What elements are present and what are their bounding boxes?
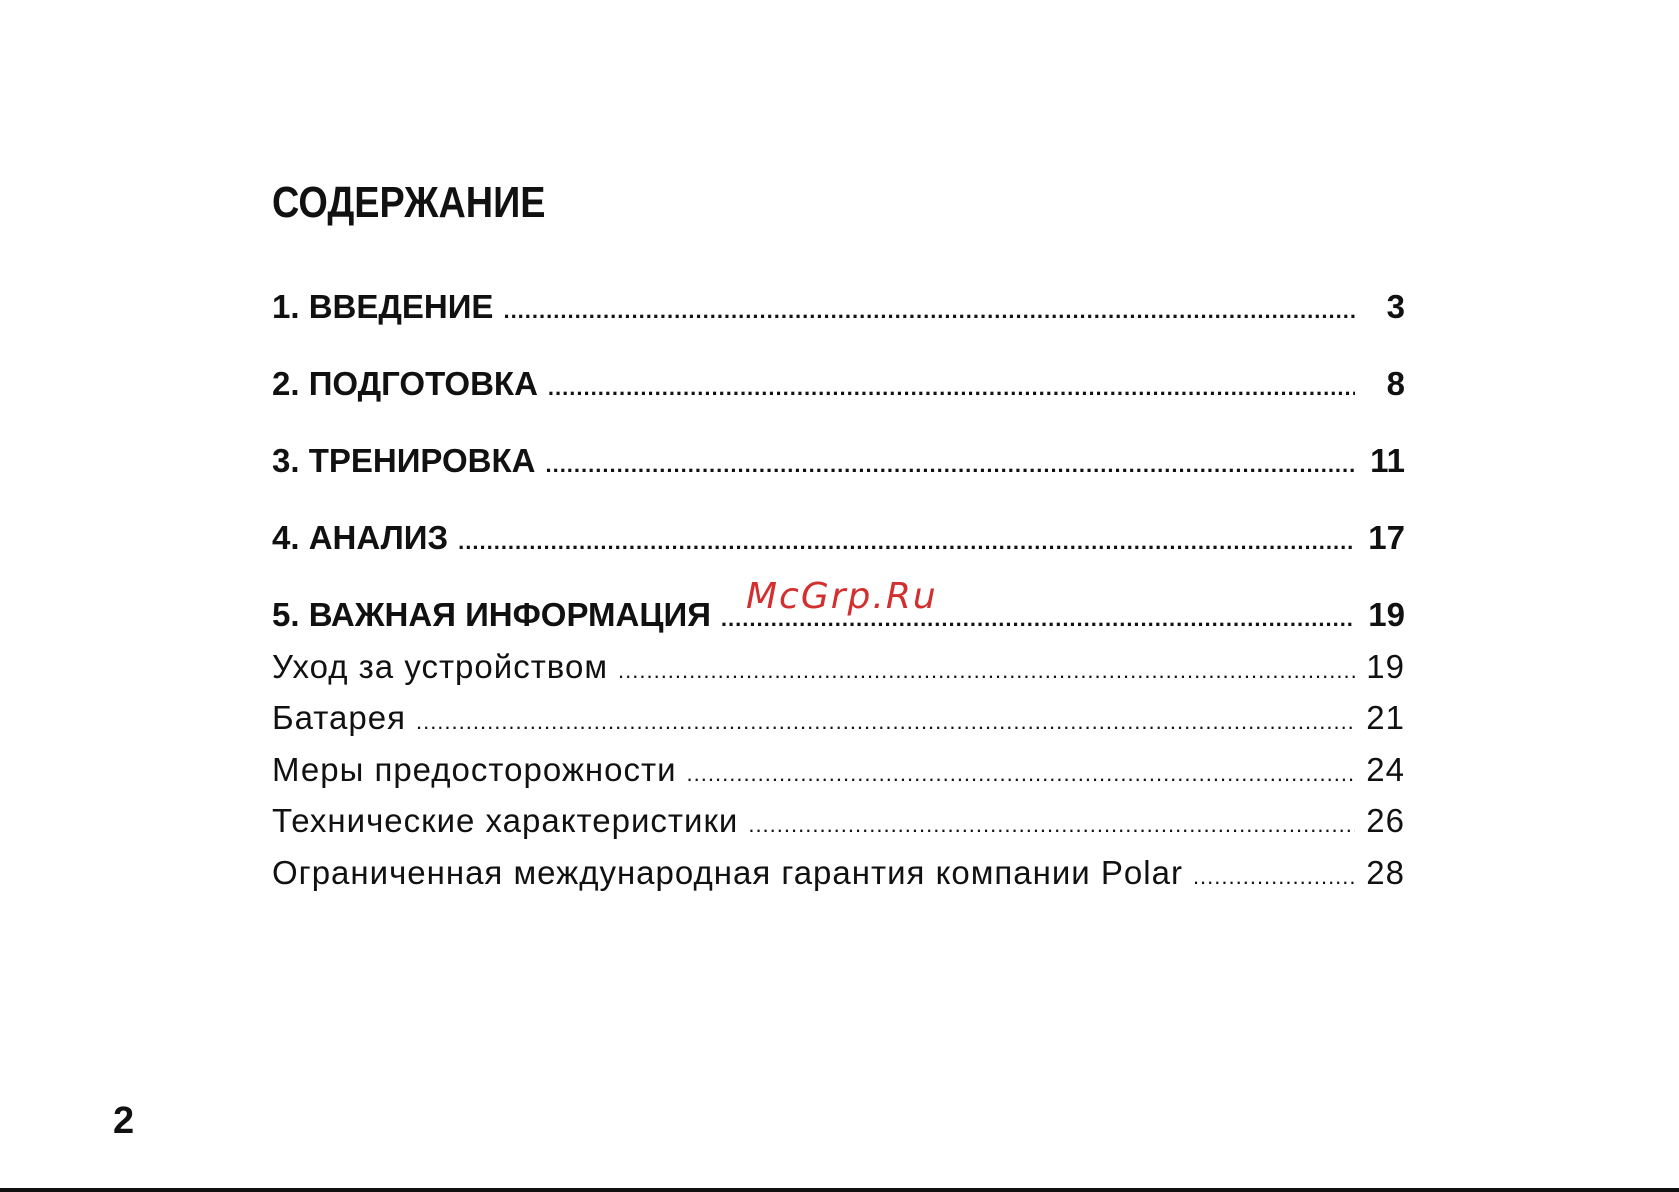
toc-subentry-specifications[interactable] xyxy=(272,802,1405,840)
toc-dot-leader xyxy=(748,814,1355,836)
toc-entry-page: 19 xyxy=(1366,648,1405,685)
toc-entry-label: Технические характеристики xyxy=(272,802,739,839)
toc-entry-page: 21 xyxy=(1366,699,1405,736)
toc-entry-label: Уход за устройством xyxy=(272,648,609,685)
toc-entry-page: 8 xyxy=(1386,365,1405,402)
toc-entry-page: 26 xyxy=(1366,802,1405,839)
toc-entry-introduction[interactable] xyxy=(272,288,1405,326)
toc-entry-label: Меры предосторожности xyxy=(272,751,677,788)
toc-dot-leader xyxy=(458,531,1355,553)
watermark: McGrp.Ru xyxy=(746,576,938,617)
toc-entry-page: 17 xyxy=(1368,519,1405,556)
toc-entry-label: Батарея xyxy=(272,699,406,736)
bottom-rule xyxy=(0,1188,1679,1192)
toc-entry-label: Ограниченная международная гарантия компании Polar xyxy=(272,854,1183,891)
toc-dot-leader xyxy=(545,454,1355,476)
toc-dot-leader xyxy=(687,763,1355,785)
toc-dot-leader xyxy=(416,711,1355,733)
toc-entry-page: 19 xyxy=(1368,596,1405,633)
toc-entry-page: 11 xyxy=(1370,442,1405,479)
toc-subentry-device-care[interactable] xyxy=(272,648,1405,686)
toc-entry-page: 3 xyxy=(1386,288,1405,325)
toc-entry-label: 2. ПОДГОТОВКА xyxy=(272,365,538,402)
toc-entry-page: 28 xyxy=(1366,854,1405,891)
toc-entry-analysis[interactable] xyxy=(272,519,1405,557)
toc-entry-label: 3. ТРЕНИРОВКА xyxy=(272,442,536,479)
toc-subentry-precautions[interactable] xyxy=(272,751,1405,789)
toc-subentry-battery[interactable] xyxy=(272,699,1405,737)
toc-entry-preparation[interactable] xyxy=(272,365,1405,403)
page-title: СОДЕРЖАНИЕ xyxy=(272,178,546,227)
toc-entry-label: 4. АНАЛИЗ xyxy=(272,519,449,556)
page-number: 2 xyxy=(113,1100,135,1142)
toc-dot-leader xyxy=(618,660,1355,682)
toc-dot-leader xyxy=(548,377,1355,399)
toc-entry-label: 1. ВВЕДЕНИЕ xyxy=(272,288,494,325)
toc-dot-leader xyxy=(503,300,1355,322)
toc-entry-label: 5. ВАЖНАЯ ИНФОРМАЦИЯ xyxy=(272,596,711,633)
toc-entry-training[interactable] xyxy=(272,442,1405,480)
toc-entry-page: 24 xyxy=(1366,751,1405,788)
toc-subentry-warranty[interactable] xyxy=(272,854,1405,892)
toc-dot-leader xyxy=(1193,866,1355,888)
